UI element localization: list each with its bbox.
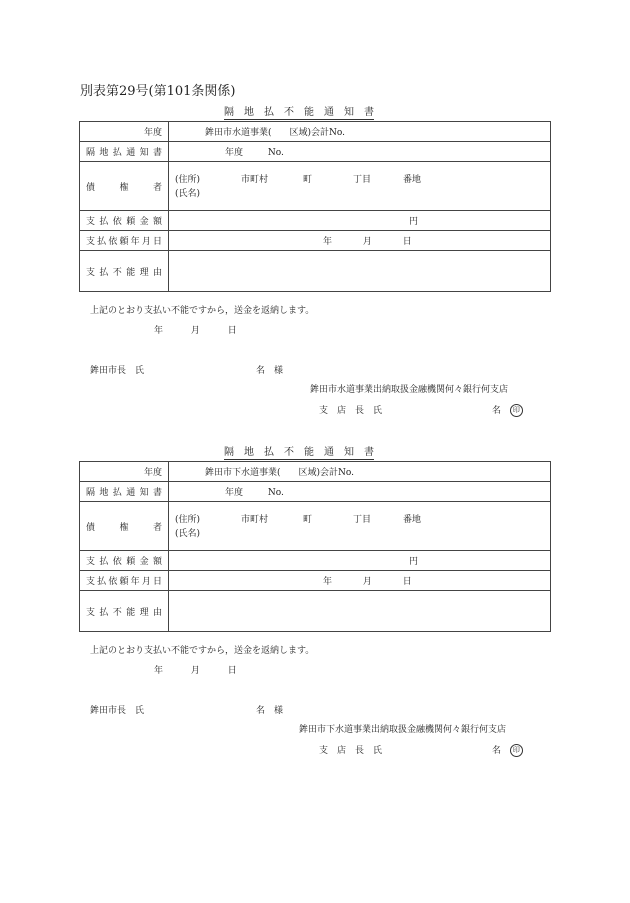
sign-date	[154, 663, 237, 676]
creditor-label: 債 権 者	[80, 502, 169, 551]
branch-manager-name	[492, 403, 523, 417]
notice-value[interactable]	[169, 142, 551, 162]
fiscal-year-value[interactable]: 鉾田市水道事業( 区域)会計No.	[169, 122, 551, 142]
date-month: 月	[362, 237, 372, 247]
sign-day: 日	[227, 666, 237, 676]
address-prefix: (住所)	[175, 515, 201, 525]
seal-icon: 印	[510, 404, 523, 417]
sign-year: 年	[154, 666, 164, 676]
name-prefix: (氏名)	[175, 189, 201, 199]
manager-name-label: 名	[492, 746, 502, 756]
sign-month: 月	[190, 326, 200, 336]
notice-year: 年度	[225, 148, 244, 158]
date-label: 支払依頼年月日	[80, 571, 169, 591]
address-town: 町	[303, 515, 313, 525]
mayor-name-label: 名 様	[256, 366, 284, 376]
sign-month: 月	[190, 666, 200, 676]
branch-manager-name	[492, 743, 523, 757]
row-notice	[80, 482, 551, 502]
fiscal-year-label: 年度	[80, 462, 169, 482]
sign-year: 年	[154, 326, 164, 336]
mayor-name-label: 名 様	[256, 706, 284, 716]
row-date	[80, 231, 551, 251]
date-label: 支払依頼年月日	[80, 231, 169, 251]
row-amount	[80, 551, 551, 571]
branch-manager-label: 支 店 長 氏	[319, 746, 383, 756]
notice-label: 隔地払通知書	[80, 482, 169, 502]
creditor-label: 債 権 者	[80, 162, 169, 211]
row-notice	[80, 142, 551, 162]
address-banchi: 番地	[403, 515, 422, 525]
amount-label: 支払依頼金額	[80, 211, 169, 231]
row-date	[80, 571, 551, 591]
address-prefix: (住所)	[175, 175, 201, 185]
reason-value[interactable]	[169, 591, 551, 632]
address-chome: 丁目	[353, 515, 372, 525]
bank-name: 鉾田市水道事業出納取扱金融機関何々銀行何支店	[310, 385, 509, 395]
row-reason	[80, 591, 551, 632]
date-value[interactable]	[169, 231, 551, 251]
form-title: 隔 地 払 不 能 通 知 書	[224, 103, 374, 120]
address-chome: 丁目	[353, 175, 372, 185]
row-creditor	[80, 502, 551, 551]
amount-value[interactable]	[169, 551, 551, 571]
mayor-label: 鉾田市長 氏	[90, 706, 145, 716]
creditor-value[interactable]	[169, 502, 551, 551]
date-day: 日	[402, 577, 412, 587]
return-statement: 上記のとおり支払い不能ですから，送金を返納します。	[90, 306, 315, 316]
seal-icon: 印	[510, 744, 523, 757]
date-year: 年	[323, 577, 333, 587]
row-fiscal-year	[80, 122, 551, 142]
return-statement: 上記のとおり支払い不能ですから，送金を返納します。	[90, 646, 315, 656]
reason-value[interactable]	[169, 251, 551, 292]
row-creditor	[80, 162, 551, 211]
row-amount	[80, 211, 551, 231]
notice-no: No.	[267, 488, 284, 498]
notice-no: No.	[267, 148, 284, 158]
creditor-value[interactable]	[169, 162, 551, 211]
address-town: 町	[303, 175, 313, 185]
sign-date	[154, 323, 237, 336]
name-prefix: (氏名)	[175, 529, 201, 539]
mayor-label: 鉾田市長 氏	[90, 366, 145, 376]
row-fiscal-year	[80, 462, 551, 482]
document-heading: 別表第29号(第101条関係)	[80, 84, 236, 99]
amount-label: 支払依頼金額	[80, 551, 169, 571]
bank-name: 鉾田市下水道事業出納取扱金融機関何々銀行何支店	[299, 725, 507, 735]
notice-label: 隔地払通知書	[80, 142, 169, 162]
branch-manager-label: 支 店 長 氏	[319, 406, 383, 416]
fiscal-year-value[interactable]: 鉾田市下水道事業( 区域)会計No.	[169, 462, 551, 482]
address-city: 市町村	[241, 515, 269, 525]
amount-value[interactable]	[169, 211, 551, 231]
date-month: 月	[362, 577, 372, 587]
amount-unit: 円	[409, 557, 419, 567]
date-day: 日	[402, 237, 412, 247]
reason-label: 支払不能理由	[80, 591, 169, 632]
form-table	[79, 121, 551, 292]
form-table	[79, 461, 551, 632]
notice-year: 年度	[225, 488, 244, 498]
date-value[interactable]	[169, 571, 551, 591]
address-banchi: 番地	[403, 175, 422, 185]
manager-name-label: 名	[492, 406, 502, 416]
address-city: 市町村	[241, 175, 269, 185]
notice-value[interactable]	[169, 482, 551, 502]
fiscal-year-label: 年度	[80, 122, 169, 142]
row-reason	[80, 251, 551, 292]
sign-day: 日	[227, 326, 237, 336]
date-year: 年	[323, 237, 333, 247]
form-title: 隔 地 払 不 能 通 知 書	[224, 443, 374, 460]
reason-label: 支払不能理由	[80, 251, 169, 292]
amount-unit: 円	[409, 217, 419, 227]
